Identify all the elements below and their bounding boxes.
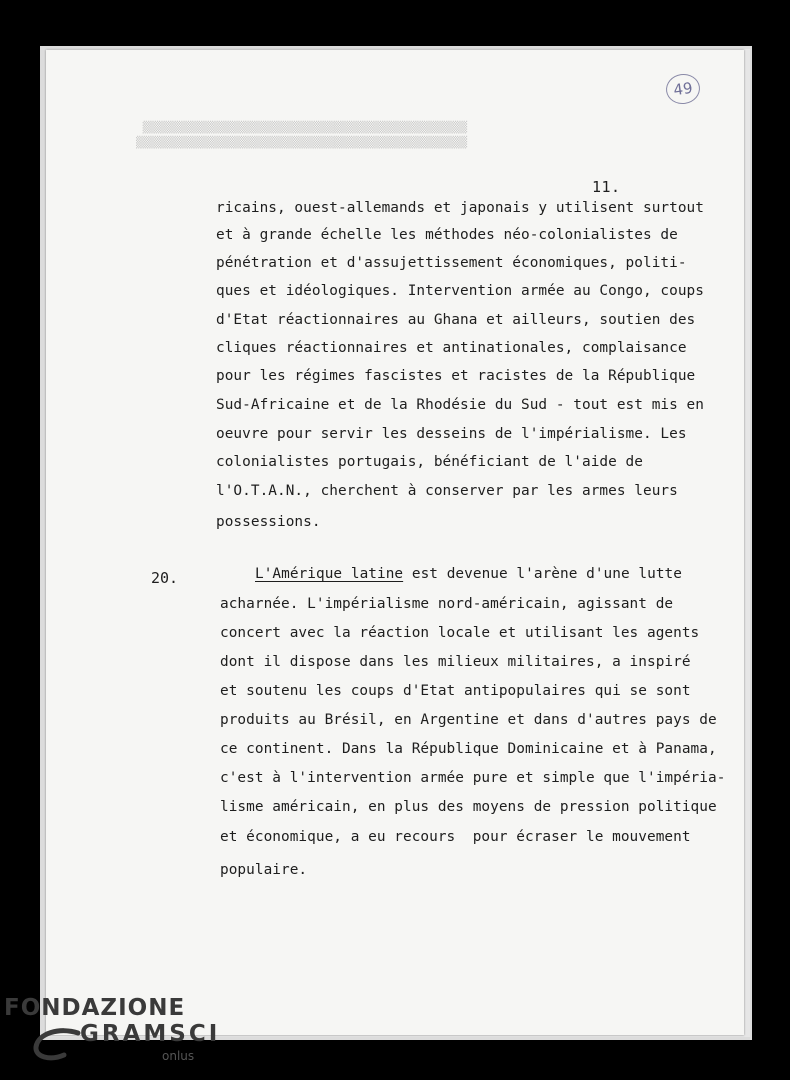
text-line: populaire. (220, 862, 308, 878)
text-line: lisme américain, en plus des moyens de pression politique (220, 799, 717, 815)
paragraph-number: 20. (151, 569, 179, 587)
text-line: d'Etat réactionnaires au Ghana et ailleurs, soutien des (216, 312, 696, 328)
text-line: cliques réactionnaires et antinationales, complaisance (216, 340, 687, 356)
text-line: produits au Brésil, en Argentine et dans d'autres pays de (220, 712, 717, 728)
text-line: et soutenu les coups d'Etat antipopulaires qui se sont (220, 683, 691, 699)
text-line: ce continent. Dans la République Dominicaine et à Panama, (220, 741, 717, 757)
text-line: concert avec la réaction locale et utilisant les agents (220, 625, 700, 641)
text-span: est devenue l'arène d'une lutte (403, 566, 682, 582)
text-line: ricains, ouest-allemands et japonais y utilisent surtout (216, 200, 704, 216)
text-line: et économique, a eu recours pour écraser le mouvement (220, 829, 691, 845)
text-line: colonialistes portugais, bénéficiant de l'aide de (216, 454, 643, 470)
watermark-line-2: GRAMSCI (80, 1021, 221, 1047)
text-line: oeuvre pour servir les desseins de l'impérialisme. Les (216, 426, 687, 442)
text-line: Sud-Africaine et de la Rhodésie du Sud - tout est mis en (216, 397, 704, 413)
document-page (46, 50, 744, 1035)
text-line: c'est à l'intervention armée pure et simple que l'impéria- (220, 770, 726, 786)
text-line: pénétration et d'assujettissement économiques, politi- (216, 255, 687, 271)
show-through-decoration: ▒▒▒▒▒▒▒▒▒▒▒▒▒▒▒▒▒▒▒▒▒▒▒▒▒▒▒▒▒▒▒▒▒▒▒▒▒▒▒▒▒▒▒▒▒▒▒▒▒ ▒▒▒▒▒▒▒▒▒▒▒▒▒▒▒▒▒▒▒▒▒▒▒▒▒▒▒▒▒▒▒▒▒▒▒▒▒▒▒▒▒▒▒▒▒▒▒▒▒▒ (136, 121, 468, 149)
watermark-suffix: onlus (162, 1049, 195, 1063)
text-line: possessions. (216, 514, 321, 530)
paragraph-heading: L'Amérique latine (255, 566, 404, 582)
text-line: acharnée. L'impérialisme nord-américain, agissant de (220, 596, 674, 612)
archive-number-stamp: 49 (664, 72, 702, 106)
watermark-line-1: FONDAZIONE (4, 995, 186, 1021)
page-number: 11. (592, 178, 621, 196)
text-line: ques et idéologiques. Intervention armée au Congo, coups (216, 283, 704, 299)
text-line: dont il dispose dans les milieux militaires, a inspiré (220, 654, 691, 670)
paragraph-heading-line (255, 566, 682, 582)
text-line: et à grande échelle les méthodes néo-colonialistes de (216, 227, 678, 243)
fondazione-gramsci-watermark (0, 985, 230, 1075)
text-line: pour les régimes fascistes et racistes de la République (216, 368, 696, 384)
text-line: l'O.T.A.N., cherchent à conserver par les armes leurs (216, 483, 678, 499)
